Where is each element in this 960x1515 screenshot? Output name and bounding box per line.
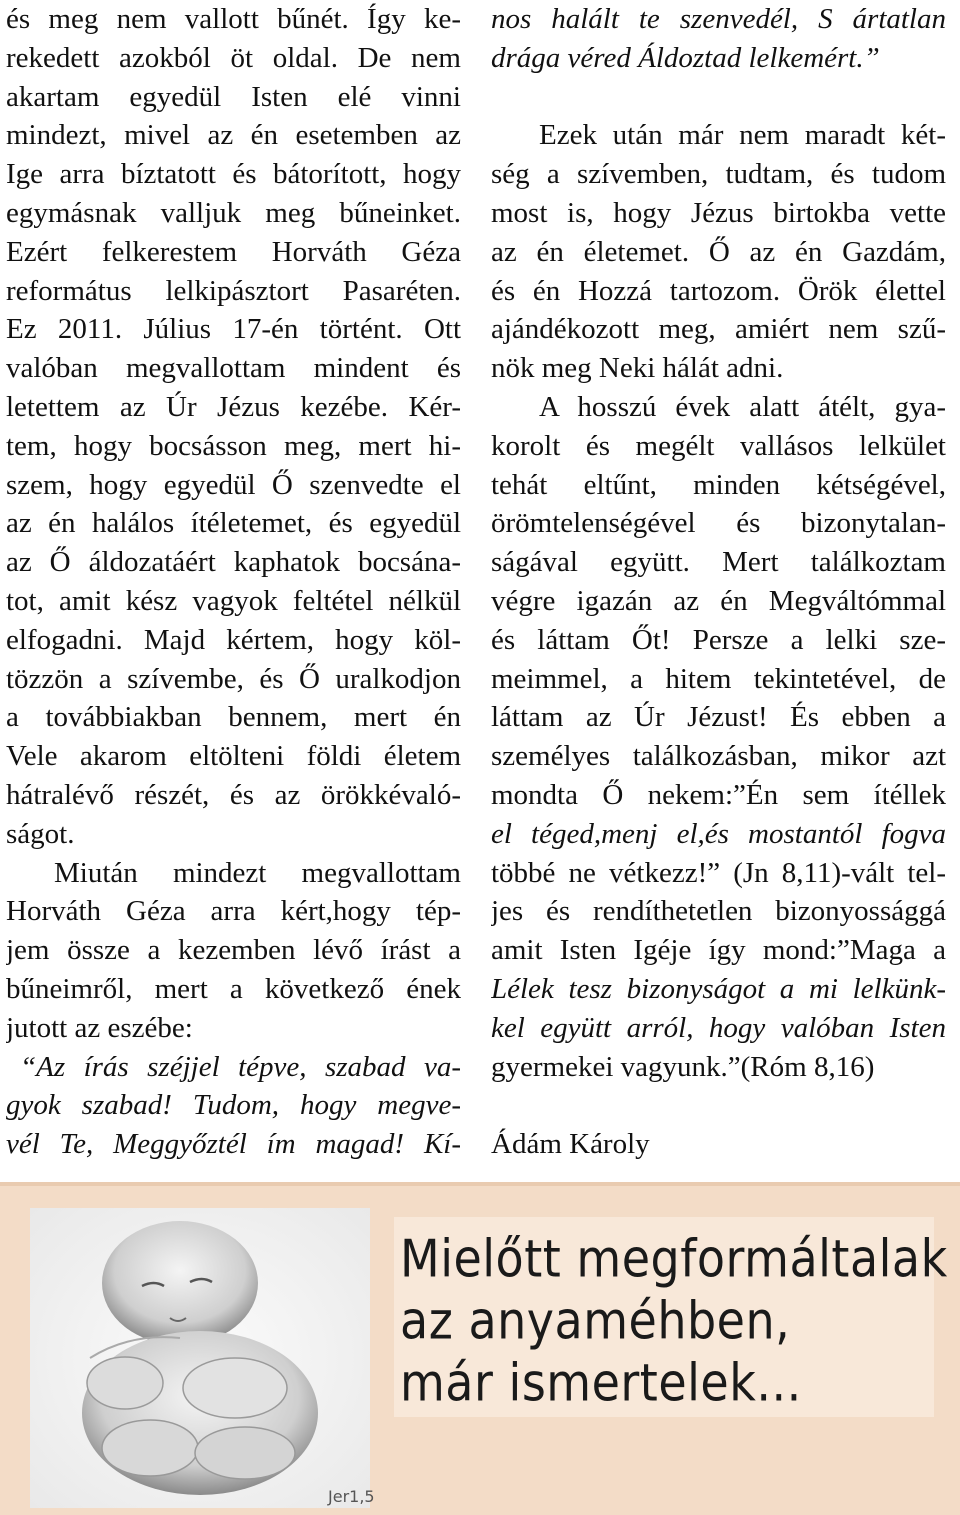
right-column <box>491 0 946 1164</box>
text-line: akartam egyedül Isten elé vinni <box>6 80 461 113</box>
quote-line: “Az írás széjjel tépve, szabad va- <box>20 1050 461 1083</box>
baby-photo-image <box>30 1208 370 1508</box>
quote-line: nos halált te szenvedél, S ártatlan <box>491 3 946 35</box>
text-line: Ez 2011. Július 17-én történt. Ott <box>6 313 461 346</box>
banner-edge <box>0 1182 960 1186</box>
text-line: valóban megvallottam mindent és <box>6 352 461 385</box>
text-line: és én Hozzá tartozom. Örök élettel <box>491 274 946 307</box>
quote-span: gyermekei vagyunk. <box>491 1050 728 1083</box>
paragraph-gap <box>491 78 946 117</box>
text-line: tehát eltűnt, minden kétségével, <box>491 468 946 501</box>
text-line: korolt és megélt vallásos lelkület <box>491 429 946 462</box>
text-line: láttam az Úr Jézust! És ebben a <box>491 701 946 734</box>
quote-span: Én sem ítéllek <box>745 778 946 811</box>
text-line: Miután mindezt megvallottam <box>54 856 461 889</box>
text-line: az én halálos ítéletemet, és egyedül <box>6 507 461 540</box>
text-line: mindezt, mivel az én esetemben az <box>6 119 461 152</box>
text-line: jem össze a kezemben lévő írást a <box>6 934 461 967</box>
text-line <box>491 1048 946 1087</box>
text-line: nök meg Neki hálát adni. <box>491 352 784 385</box>
text-span: ”(Róm 8,16) <box>727 1050 875 1083</box>
text-line: rekedett azokból öt oldal. De nem <box>6 41 461 74</box>
quote-span: Maga a <box>849 934 946 967</box>
text-line: tem, hogy bocsásson meg, mert hi- <box>6 429 461 462</box>
text-line: ságával együtt. Mert találkoztam <box>491 546 946 579</box>
quote-line: vél Te, Meggyőztél ím magad! Kí- <box>6 1128 461 1161</box>
text-line: Ezek után már nem maradt két- <box>539 119 946 152</box>
text-line: szem, hogy egyedül Ő szenvedte el <box>6 468 461 501</box>
text-line <box>491 854 946 893</box>
text-line: most is, hogy Jézus birtokba vette <box>491 196 946 229</box>
text-line: Horváth Géza arra kért,hogy tép- <box>6 895 461 928</box>
text-line: és láttam Őt! Persze a lelki sze- <box>491 623 946 656</box>
text-line: személyes találkozásban, mikor azt <box>491 740 946 773</box>
quote-span: többé ne vétkezz! <box>491 856 708 889</box>
quote-line: Lélek tesz bizonyságot a mi lelkünk- <box>491 972 946 1005</box>
photo-banner <box>0 1182 960 1515</box>
bible-reference: Jer1,5 <box>328 1487 375 1506</box>
text-line: Vele akarom eltölteni földi életem <box>6 740 461 773</box>
text-line: meimmel, a hitem tekintetével, de <box>491 662 946 695</box>
text-line: ságot. <box>6 817 75 850</box>
paragraph-gap <box>491 1086 946 1125</box>
quote-line: kel együtt arról, hogy valóban Isten <box>491 1011 946 1044</box>
text-line: tözzön a szívembe, és Ő uralkodjon <box>6 662 461 695</box>
text-line: elfogadni. Majd kértem, hogy köl- <box>6 623 461 656</box>
text-line: letettem az Úr Jézus kezébe. Kér- <box>6 390 461 423</box>
text-line: a továbbiakban bennem, mert én <box>6 701 461 734</box>
text-span: mondta Ő nekem:” <box>491 778 746 811</box>
text-line: A hosszú évek alatt átélt, gya- <box>539 390 946 423</box>
text-line: az én életemet. Ő az én Gazdám, <box>491 235 946 268</box>
text-line <box>491 776 946 815</box>
text-line: az Ő áldozatáért kaphatok bocsána- <box>6 546 461 579</box>
text-line: bűneimről, mert a következő ének <box>6 972 461 1005</box>
text-line: ajándékozott meg, amiért nem szű- <box>491 313 946 346</box>
author-signature: Ádám Károly <box>491 1128 650 1161</box>
text-line: egymásnak valljuk meg bűneinket. <box>6 196 461 229</box>
quote-line: drága véred Áldoztad lelkemért.” <box>491 41 880 74</box>
quote-line-1: Mielőtt megformáltalak <box>400 1228 948 1289</box>
text-line: jutott az eszébe: <box>6 1011 193 1044</box>
text-line: és meg nem vallott bűnét. Így ke- <box>6 3 461 35</box>
quote-line-2: az anyaméhben, <box>400 1290 791 1351</box>
quote-line: gyok szabad! Tudom, hogy megve- <box>6 1089 461 1122</box>
text-line <box>491 931 946 970</box>
text-line: Ezért felkerestem Horváth Géza <box>6 235 461 268</box>
text-line: református lelkipásztort Pasaréten. <box>6 274 461 307</box>
text-line: jes és rendíthetetlen bizonyossággá <box>491 895 946 928</box>
text-line: tot, amit kész vagyok feltétel nélkül <box>6 584 461 617</box>
text-line: örömtelenségével és bizonytalan- <box>491 507 946 540</box>
text-line: Ige arra bíztatott és bátorított, hogy <box>6 158 461 191</box>
text-span: ” (Jn 8,11)-vált tel- <box>707 856 946 889</box>
text-line: ség a szívemben, tudtam, és tudom <box>491 158 946 191</box>
quote-line-3: már ismertelek... <box>400 1352 802 1413</box>
text-line: hátralévő részét, és az örökkévaló- <box>6 778 461 811</box>
quote-line: el téged,menj el,és mostantól fogva <box>491 817 946 850</box>
text-line: végre igazán az én Megváltómmal <box>491 584 946 617</box>
text-span: amit Isten Igéje így mond:” <box>491 934 850 967</box>
left-column <box>6 0 461 1164</box>
